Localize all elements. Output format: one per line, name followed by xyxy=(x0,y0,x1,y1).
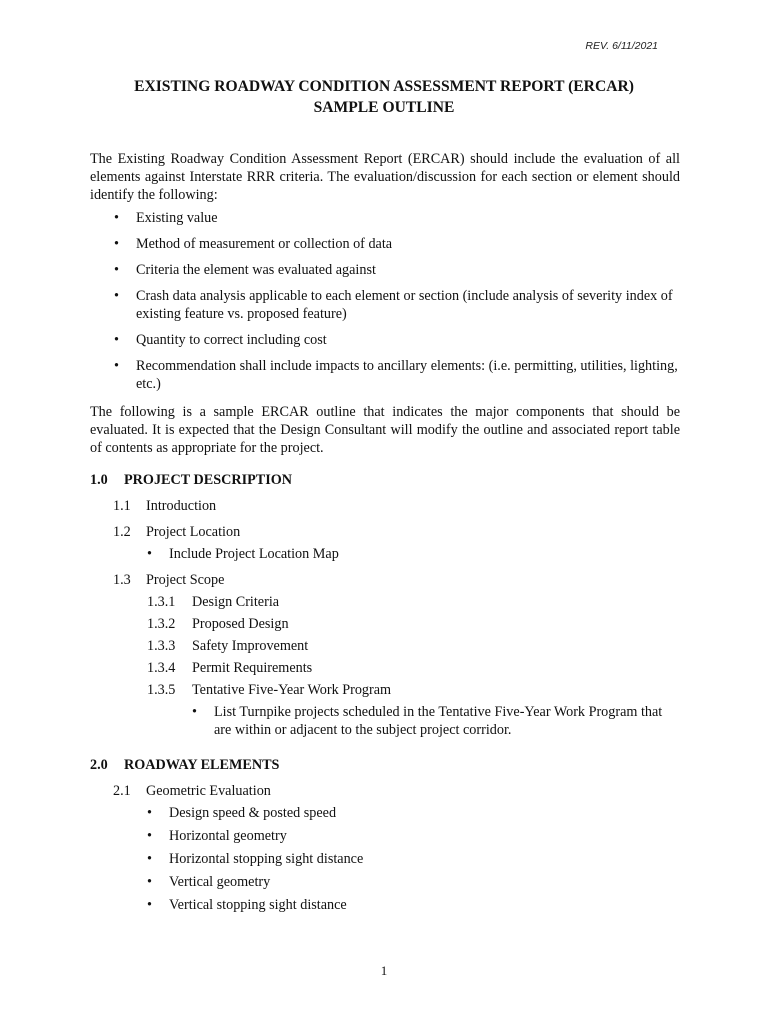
list-item: • Design speed & posted speed xyxy=(90,804,680,822)
item-title: Design Criteria xyxy=(192,594,280,610)
section-number: 1.0 xyxy=(90,472,108,488)
list-item: • Criteria the element was evaluated against xyxy=(90,261,680,279)
subsection-number: 1.3 xyxy=(113,572,131,588)
item-number: 1.3.3 xyxy=(147,638,176,654)
list-item: • List Turnpike projects scheduled in the Tentative Five-Year Work Program that are within or adjacent to the subject project corridor. xyxy=(90,703,680,739)
list-item: • Method of measurement or collection of data xyxy=(90,235,680,253)
list-item: • Include Project Location Map xyxy=(90,545,680,563)
subsection-title: Project Scope xyxy=(146,572,225,588)
title-line-1: EXISTING ROADWAY CONDITION ASSESSMENT REPORT (ERCAR) xyxy=(134,78,634,95)
list-item: • Quantity to correct including cost xyxy=(90,331,680,349)
subsection-1-3-5 xyxy=(90,681,680,699)
list-item: • Horizontal geometry xyxy=(90,827,680,845)
title-line-2: SAMPLE OUTLINE xyxy=(313,99,455,116)
subsection-1-3 xyxy=(90,571,680,589)
subsection-number: 2.1 xyxy=(113,783,131,799)
list-item: • Vertical stopping sight distance xyxy=(90,896,680,914)
subsection-number: 1.1 xyxy=(113,498,131,514)
subsection-1-3-4 xyxy=(90,659,680,677)
item-number: 1.3.4 xyxy=(147,660,176,676)
subsection-1-3-3 xyxy=(90,637,680,655)
document-title xyxy=(0,76,768,118)
section-heading-1-0 xyxy=(90,471,680,489)
subsection-2-1 xyxy=(90,782,680,800)
revision-date: REV. 6/11/2021 xyxy=(585,40,658,52)
subsection-1-2 xyxy=(90,523,680,541)
subsection-title: Project Location xyxy=(146,524,241,540)
subsection-title: Introduction xyxy=(146,498,217,514)
item-title: Tentative Five-Year Work Program xyxy=(192,682,392,698)
intro-bullet-list xyxy=(90,209,680,393)
item-number: 1.3.1 xyxy=(147,594,176,610)
page-number: 1 xyxy=(380,963,388,978)
outline-intro-paragraph: The following is a sample ERCAR outline that indicates the major components that should be evaluated. It is expected that the Design Consultant will modify the outline and associated report table of contents as appropriate for the project. xyxy=(90,404,680,456)
subsection-1-3-1 xyxy=(90,593,680,611)
item-title: Proposed Design xyxy=(192,616,289,632)
intro-paragraph: The Existing Roadway Condition Assessment Report (ERCAR) should include the evaluation of all elements against Interstate RRR criteria. The evaluation/discussion for each section or element should identify the following: xyxy=(90,151,680,203)
subsection-1-3-2 xyxy=(90,615,680,633)
list-item: • Crash data analysis applicable to each element or section (include analysis of severity index of existing feature vs. proposed feature) xyxy=(90,287,680,323)
section-title: PROJECT DESCRIPTION xyxy=(124,472,293,488)
item-number: 1.3.5 xyxy=(147,682,176,698)
item-title: Safety Improvement xyxy=(192,638,309,654)
item-title: Permit Requirements xyxy=(192,660,313,676)
subsection-title: Geometric Evaluation xyxy=(146,783,271,799)
document-body xyxy=(90,150,680,919)
list-item: • Vertical geometry xyxy=(90,873,680,891)
item-number: 1.3.2 xyxy=(147,616,176,632)
section-number: 2.0 xyxy=(90,757,108,773)
list-item: • Recommendation shall include impacts to ancillary elements: (i.e. permitting, utilities, lighting, etc.) xyxy=(90,357,680,393)
subsection-1-1 xyxy=(90,497,680,515)
subsection-number: 1.2 xyxy=(113,524,131,540)
section-title: ROADWAY ELEMENTS xyxy=(124,757,280,773)
section-heading-2-0 xyxy=(90,756,680,774)
list-item: • Existing value xyxy=(90,209,680,227)
list-item: • Horizontal stopping sight distance xyxy=(90,850,680,868)
